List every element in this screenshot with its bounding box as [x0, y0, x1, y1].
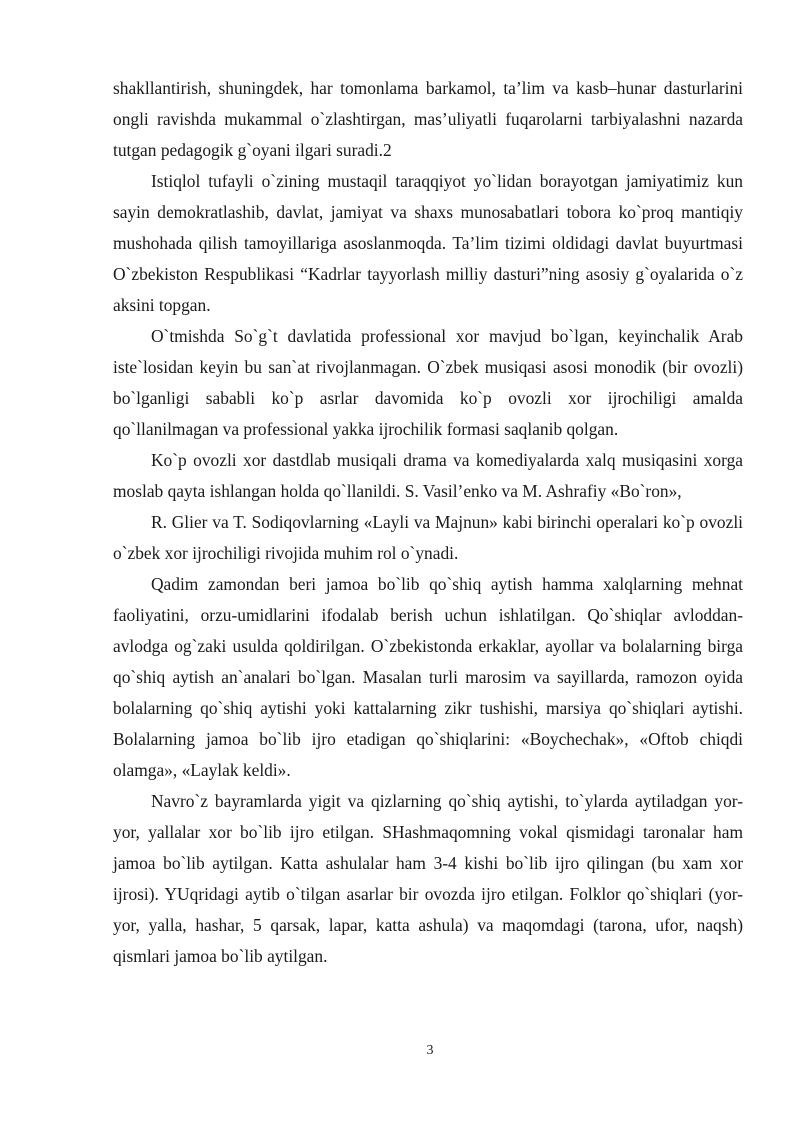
paragraph: Qadim zamondan beri jamoa bo`lib qo`shiq aytish hamma xalqlarning mehnat faoliyatini, orzu-umidlarini ifodalab berish uchun ishlatilgan. Qo`shiqlar avloddan-avlodga og`zaki usulda qoldirilgan. O`zbekistonda erkaklar, ayollar va bolalarning birga qo`shiq aytish an`analari bo`lgan. Masalan turli marosim va sayillarda, ramozon oyida bolalarning qo`shiq aytishi yoki kattalarning zikr tushishi, marsiya qo`shiqlari aytishi. Bolalarning jamoa bo`lib ijro etadigan qo`shiqlarini: «Boychechak», «Oftob chiqdi olamga», «Laylak keldi». [113, 574, 743, 780]
paragraph: Istiqlol tufayli o`zining mustaqil taraqqiyot yo`lidan borayotgan jamiyatimiz kun sayin demokratlashib, davlat, jamiyat va shaxs munosabatlari tobora ko`proq mantiqiy mushohada qilish tamoyillariga asoslanmoqda. Ta’lim tizimi oldidagi davlat buyurtmasi O`zbekiston Respublikasi “Kadrlar tayyorlash milliy dasturi”ning asosiy g`oyalarida o`z aksini topgan. [113, 171, 743, 315]
paragraph: R. Glier va T. Sodiqovlarning «Layli va Majnun» kabi birinchi operalari ko`p ovozli o`zbek xor ijrochiligi rivojida muhim rol o`ynadi. [113, 512, 743, 563]
paragraph: Navro`z bayramlarda yigit va qizlarning qo`shiq aytishi, to`ylarda aytiladgan yor-yor, yallalar xor bo`lib ijro etilgan. SHashmaqomning vokal qismidagi taronalar ham jamoa bo`lib aytilgan. Katta ashulalar ham 3-4 kishi bo`lib ijro qilingan (bu xam xor ijrosi). YUqridagi aytib o`tilgan asarlar bir ovozda ijro etilgan. Folklor qo`shiqlari (yor-yor, yalla, hashar, 5 qarsak, lapar, katta ashula) va maqomdagi (tarona, ufor, naqsh) qismlari jamoa bo`lib aytilgan. [113, 791, 743, 966]
page-number: 3 [426, 1043, 434, 1058]
body-text [113, 73, 743, 972]
paragraph: shakllantirish, shuningdek, har tomonlama barkamol, ta’lim va kasb–hunar dasturlarini ongli ravishda mukammal o`zlashtirgan, mas’uliyatli fuqarolarni tarbiyalashni nazarda tutgan pedagogik g`oyani ilgari suradi.2 [113, 78, 743, 160]
paragraph: Ko`p ovozli xor dastdlab musiqali drama va komediyalarda xalq musiqasini xorga moslab qayta ishlangan holda qo`llanildi. S. Vasil’enko va M. Ashrafiy «Bo`ron», [113, 450, 743, 501]
paragraph: O`tmishda So`g`t davlatida professional xor mavjud bo`lgan, keyinchalik Arab iste`losidan keyin bu san`at rivojlanmagan. O`zbek musiqasi asosi monodik (bir ovozli) bo`lganligi sababli ko`p asrlar davomida ko`p ovozli xor ijrochiligi amalda qo`llanilmagan va professional yakka ijrochilik formasi saqlanib qolgan. [113, 326, 743, 439]
